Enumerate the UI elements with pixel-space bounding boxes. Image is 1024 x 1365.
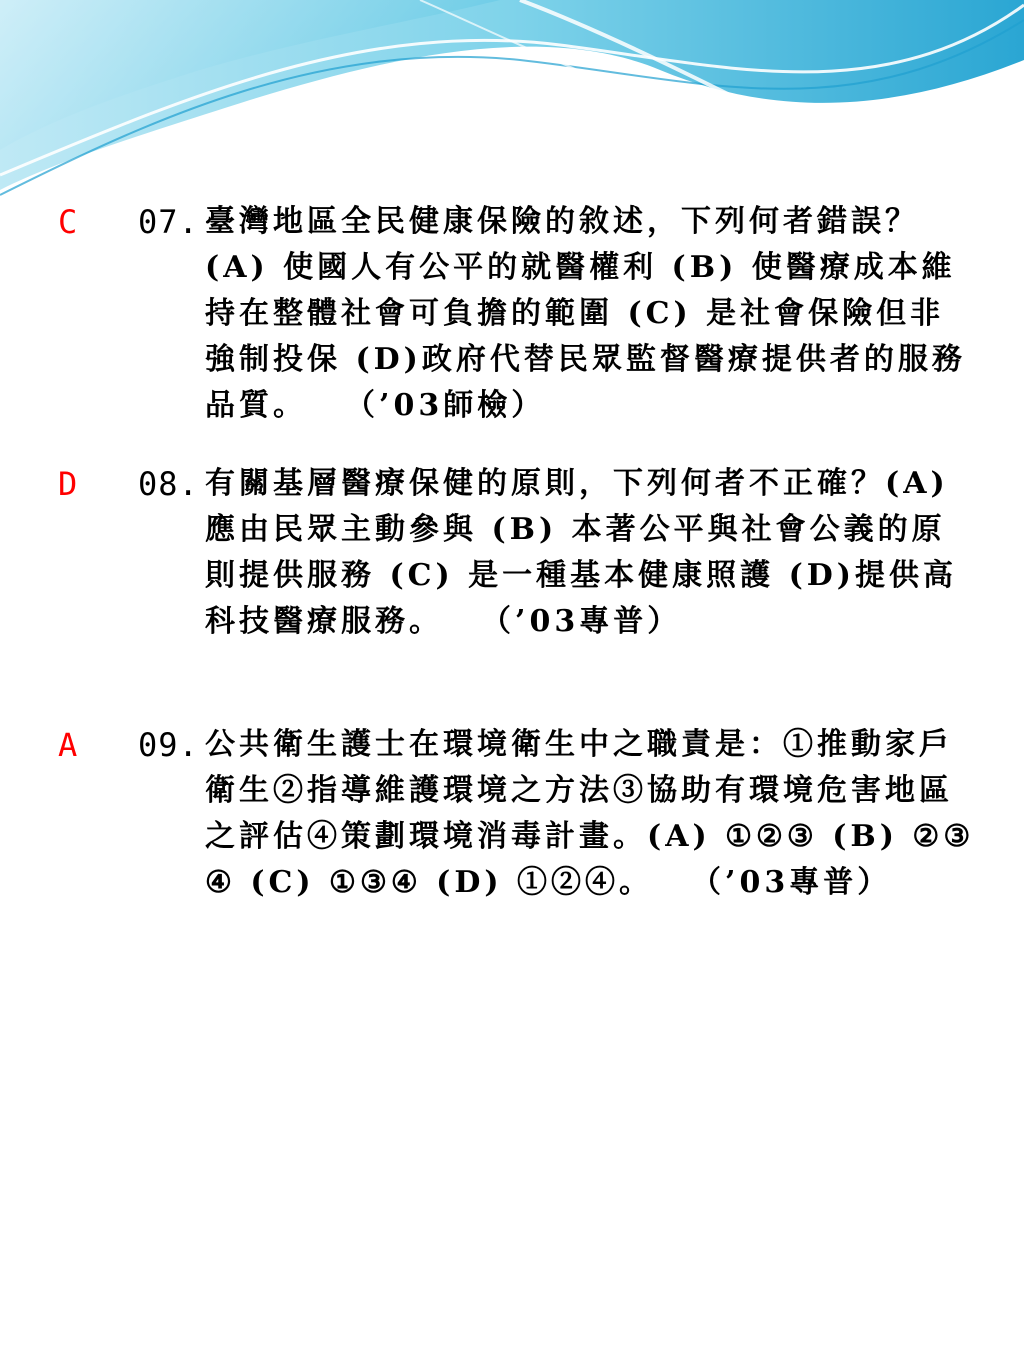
question-text: 有關基層醫療保健的原則，下列何者不正確？(A) 應由民眾主動參與 (B) 本著公平與社會公義的原則提供服務 (C) 是一種基本健康照護 (D)提供高科技醫療服務。 （’03專普） bbox=[205, 466, 958, 639]
question-number: 09. bbox=[138, 726, 199, 764]
header-wave-banner bbox=[0, 0, 1024, 220]
question-number: 08. bbox=[138, 465, 199, 503]
answer-key: A bbox=[58, 726, 78, 764]
answer-key: D bbox=[58, 465, 78, 503]
question-text: 公共衛生護士在環境衛生中之職責是：①推動家戶衛生②指導維護環境之方法③協助有環境危害地區之評估④策劃環境消毒計畫。(A) ①②③ (B) ②③④ (C) ①③④ (D) ①②④。 （’03專普） bbox=[205, 727, 975, 900]
question-number: 07. bbox=[138, 203, 199, 241]
question-text: 臺灣地區全民健康保險的敘述，下列何者錯誤？(A) 使國人有公平的就醫權利 (B) 使醫療成本維持在整體社會可負擔的範圍 (C) 是社會保險但非強制投保 (D)政府代替民眾監督醫療提供者的服務品質。 （’03師檢） bbox=[205, 204, 966, 423]
answer-key: C bbox=[58, 203, 78, 241]
